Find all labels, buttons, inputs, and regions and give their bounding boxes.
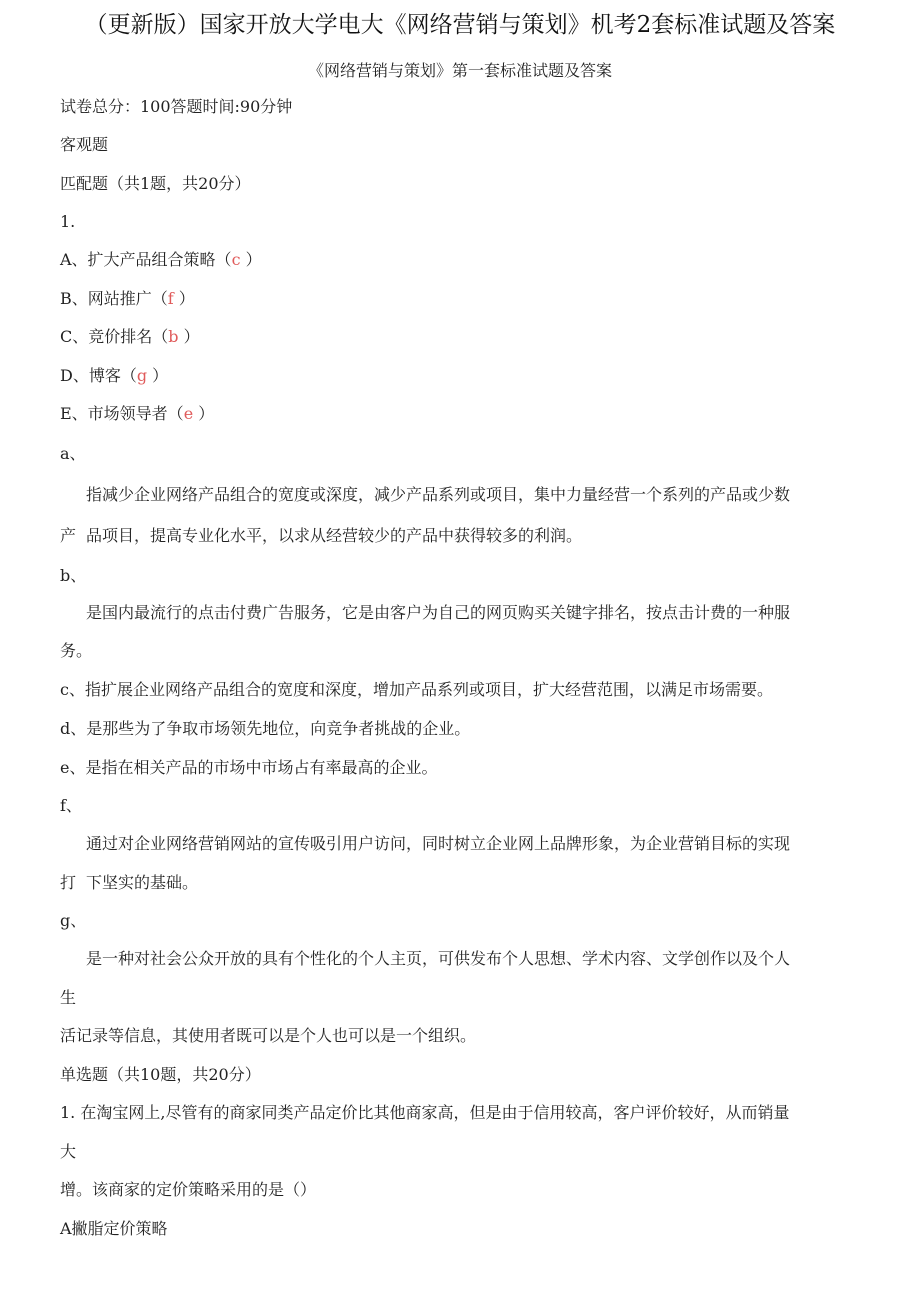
definition-b-label: b、 [60, 566, 87, 585]
definition-f-line2 [60, 873, 198, 893]
definition-b-line1: 是国内最流行的点击付费广告服务，它是由客户为自己的网页购买关键字排名，按点击计费的一种服 [86, 603, 791, 622]
option-a-text: A、扩大产品组合策略（ [60, 250, 232, 269]
option-a-answer: c [231, 250, 241, 269]
definition-g-line3: 活记录等信息，其使用者既可以是个人也可以是一个组织。 [60, 1026, 477, 1045]
option-c-answer: b [168, 327, 179, 346]
definition-d: d、是那些为了争取市场领先地位，向竞争者挑战的企业。 [60, 719, 471, 738]
question-number: 1. [60, 212, 76, 231]
option-e [60, 404, 214, 424]
definition-a-line2-start: 产 [60, 526, 77, 545]
definition-b-line2: 务。 [60, 641, 93, 660]
definition-f-label: f、 [60, 796, 82, 815]
option-c-close: ） [178, 327, 200, 346]
option-d-text: D、博客（ [60, 366, 137, 385]
single-choice-question-1-line3: 增。该商家的定价策略采用的是（） [60, 1180, 317, 1199]
option-e-answer: e [183, 404, 194, 423]
definition-a-line2 [60, 526, 582, 546]
definition-e: e、是指在相关产品的市场中市场占有率最高的企业。 [60, 758, 438, 777]
definition-a-label: a、 [60, 444, 86, 463]
single-choice-question-1-line1: 1. 在淘宝网上,尽管有的商家同类产品定价比其他商家高，但是由于信用较高，客户评价较好，从而销量 [60, 1103, 790, 1122]
exam-info: 试卷总分：100答题时间:90分钟 [60, 97, 293, 116]
definition-f-line2-rest: 下坚实的基础。 [86, 873, 199, 892]
option-b [60, 289, 195, 309]
document-title: （更新版）国家开放大学电大《网络营销与策划》机考2套标准试题及答案 [84, 12, 836, 38]
option-e-close: ） [193, 404, 215, 423]
definition-f-line2-start: 打 [60, 873, 77, 892]
definition-g-line2: 生 [60, 988, 77, 1007]
single-choice-option-a: A撇脂定价策略 [60, 1219, 168, 1238]
matching-heading: 匹配题（共1题，共20分） [60, 174, 251, 193]
objective-heading: 客观题 [60, 135, 109, 154]
definition-a-line1: 指减少企业网络产品组合的宽度或深度，减少产品系列或项目，集中力量经营一个系列的产品或少数 [86, 485, 791, 504]
document-subtitle: 《网络营销与策划》第一套标准试题及答案 [307, 61, 612, 80]
option-a-close: ） [240, 250, 262, 269]
option-b-close: ） [173, 289, 195, 308]
single-choice-heading: 单选题（共10题，共20分） [60, 1065, 261, 1084]
option-e-text: E、市场领导者（ [60, 404, 184, 423]
definition-f-line1: 通过对企业网络营销网站的宣传吸引用户访问，同时树立企业网上品牌形象，为企业营销目标的实现 [86, 834, 791, 853]
definition-g-label: g、 [60, 911, 87, 930]
option-d [60, 366, 168, 386]
option-c [60, 327, 200, 347]
definition-g-line1: 是一种对社会公众开放的具有个性化的个人主页，可供发布个人思想、学术内容、文学创作以及个人 [86, 949, 791, 968]
single-choice-question-1-line2: 大 [60, 1142, 77, 1161]
option-d-answer: g [136, 366, 148, 385]
option-d-close: ） [147, 366, 169, 385]
option-b-answer: f [167, 289, 174, 308]
definition-a-line2-rest: 品项目，提高专业化水平，以求从经营较少的产品中获得较多的利润。 [86, 526, 583, 545]
option-b-text: B、网站推广（ [60, 289, 168, 308]
option-a [60, 250, 262, 270]
option-c-text: C、竞价排名（ [60, 327, 169, 346]
definition-c: c、指扩展企业网络产品组合的宽度和深度，增加产品系列或项目，扩大经营范围，以满足市场需要。 [60, 680, 773, 699]
